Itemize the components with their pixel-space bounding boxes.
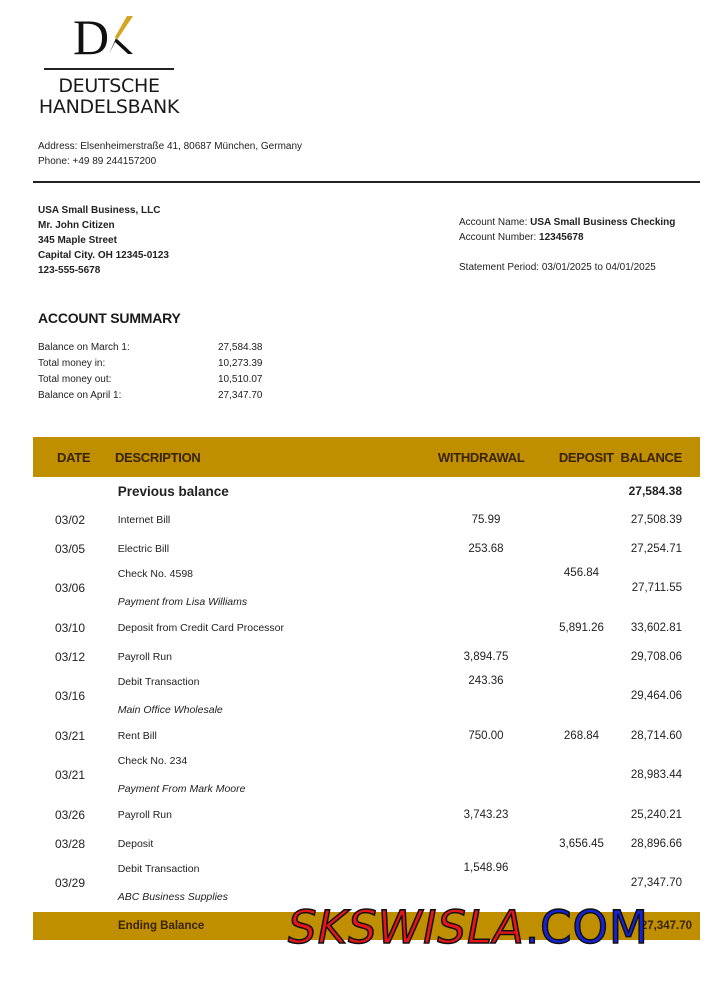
transactions-body: [33, 505, 700, 908]
summary-row: [38, 358, 278, 374]
customer-address-block: [38, 203, 169, 278]
account-summary-title: ACCOUNT SUMMARY: [38, 310, 181, 326]
transaction-description: Deposit from Credit Card Processor: [117, 621, 285, 634]
bank-name-line2: HANDELSBANK: [38, 96, 180, 118]
account-info: [459, 215, 675, 275]
transaction-row: [33, 671, 700, 721]
transaction-row: [33, 534, 700, 563]
transaction-balance: 27,347.70: [630, 877, 682, 889]
account-name: [459, 215, 675, 230]
summary-value: 10,273.39: [218, 358, 263, 369]
transaction-date: 03/02: [55, 512, 86, 527]
summary-label: Balance on March 1:: [38, 342, 130, 353]
transaction-withdrawal: 3,743.23: [463, 808, 509, 821]
transaction-description-sub: Payment from Lisa Williams: [117, 596, 248, 608]
account-number-value: 12345678: [539, 232, 584, 243]
transaction-deposit: 3,656.45: [559, 837, 604, 850]
summary-label: Balance on April 1:: [38, 390, 122, 401]
transaction-description: Deposit: [117, 837, 154, 850]
transaction-balance: 27,508.39: [630, 513, 682, 526]
svg-text:D: D: [73, 10, 110, 60]
transaction-row: [33, 829, 700, 858]
transaction-deposit: 268.84: [563, 729, 600, 742]
account-name-value: USA Small Business Checking: [530, 217, 676, 228]
transaction-date: 03/21: [55, 728, 86, 743]
transaction-description-main: Check No. 4598: [117, 568, 193, 580]
transaction-description-main: Debit Transaction: [117, 676, 200, 688]
summary-value: 27,347.70: [218, 390, 263, 401]
account-number-label: Account Number:: [459, 232, 540, 243]
previous-balance-label: Previous balance: [117, 483, 229, 499]
bank-phone: Phone: +49 89 244157200: [38, 156, 157, 167]
transaction-date: 03/28: [55, 836, 86, 851]
transaction-description: [115, 863, 397, 903]
bank-name: [38, 75, 180, 118]
bank-address: Address: Elsenheimerstraße 41, 80687 München, Germany: [38, 141, 303, 152]
transaction-description-sub: ABC Business Supplies: [117, 891, 229, 903]
summary-value: 10,510.07: [218, 374, 263, 385]
transaction-row: [33, 750, 700, 800]
transaction-description-main: Check No. 234: [117, 755, 188, 767]
transaction-withdrawal: 75.99: [471, 513, 501, 526]
bank-contact: [38, 139, 302, 169]
transaction-balance: 28,983.44: [630, 769, 682, 781]
ending-balance-value: 27,347.70: [640, 920, 692, 932]
transaction-date: 03/29: [55, 876, 86, 890]
transaction-date: 03/10: [55, 620, 86, 635]
dk-monogram-icon: [44, 10, 174, 60]
header-deposit: DEPOSIT: [558, 449, 614, 465]
logo-divider: [44, 68, 174, 70]
customer-street: 345 Maple Street: [38, 235, 117, 246]
transaction-date: 03/26: [55, 807, 86, 822]
summary-value: 27,584.38: [218, 342, 263, 353]
summary-row: [38, 390, 278, 406]
summary-label: Total money out:: [38, 374, 112, 385]
customer-contact: Mr. John Citizen: [38, 220, 115, 231]
transaction-withdrawal: 750.00: [468, 729, 504, 742]
transaction-row: [33, 563, 700, 613]
transaction-description: Rent Bill: [117, 729, 157, 742]
bank-logo: [38, 10, 180, 118]
transaction-balance: 27,711.55: [631, 582, 682, 594]
transaction-description: Internet Bill: [117, 513, 171, 526]
transaction-description: [115, 568, 397, 608]
previous-balance-row: [33, 477, 700, 505]
watermark-text-blue: .COM: [524, 900, 649, 954]
transaction-row: [33, 613, 700, 642]
header-date: DATE: [57, 449, 91, 465]
customer-company: USA Small Business, LLC: [38, 205, 161, 216]
header-divider: [33, 181, 700, 183]
ending-balance-label: Ending Balance: [118, 920, 205, 932]
bank-name-line1: DEUTSCHE: [58, 75, 160, 97]
transaction-balance: 28,714.60: [630, 729, 682, 742]
summary-row: [38, 342, 278, 358]
transaction-description: [115, 676, 397, 716]
header-description: DESCRIPTION: [114, 449, 201, 465]
watermark-text-red: SKSWISLA: [288, 900, 525, 954]
transaction-date: 03/06: [55, 581, 86, 595]
transaction-withdrawal: 243.36: [468, 675, 504, 687]
transaction-deposit: 456.84: [563, 567, 600, 579]
transaction-description: [115, 755, 397, 795]
summary-row: [38, 374, 278, 390]
transaction-description: Electric Bill: [117, 542, 170, 555]
transaction-balance: 28,896.66: [630, 837, 682, 850]
account-number: [459, 230, 675, 245]
transaction-balance: 25,240.21: [630, 808, 682, 821]
watermark: [288, 898, 649, 956]
summary-label: Total money in:: [38, 358, 106, 369]
transaction-row: [33, 800, 700, 829]
customer-phone: 123-555-5678: [38, 265, 101, 276]
transaction-date: 03/21: [55, 768, 86, 782]
transaction-withdrawal: 3,894.75: [463, 650, 509, 663]
transaction-description-main: Debit Transaction: [117, 863, 200, 875]
statement-period: Statement Period: 03/01/2025 to 04/01/2025: [459, 262, 656, 273]
transaction-deposit: 5,891.26: [559, 621, 604, 634]
account-summary: [38, 342, 278, 406]
account-name-label: Account Name:: [459, 217, 531, 228]
transaction-balance: 29,708.06: [630, 650, 682, 663]
transaction-date: 03/05: [55, 541, 86, 556]
transaction-balance: 27,254.71: [630, 542, 682, 555]
transaction-date: 03/12: [55, 649, 86, 664]
transaction-row: [33, 505, 700, 534]
transaction-description-sub: Payment From Mark Moore: [117, 783, 246, 795]
transaction-withdrawal: 253.68: [468, 542, 504, 555]
transaction-description-sub: Main Office Wholesale: [117, 704, 223, 716]
transaction-withdrawal: 1,548.96: [463, 862, 509, 874]
header-balance: BALANCE: [620, 449, 682, 465]
transaction-row: [33, 721, 700, 750]
transaction-balance: 33,602.81: [630, 621, 682, 634]
transaction-row: [33, 642, 700, 671]
customer-city: Capital City. OH 12345-0123: [38, 250, 169, 261]
transaction-description: Payroll Run: [117, 650, 172, 663]
transaction-balance: 29,464.06: [630, 690, 682, 702]
previous-balance-value: 27,584.38: [628, 484, 682, 498]
transaction-date: 03/16: [55, 689, 86, 703]
transaction-description: Payroll Run: [117, 808, 172, 821]
header-withdrawal: WITHDRAWAL: [437, 449, 525, 465]
transactions-header: [33, 437, 700, 477]
transactions-table: [33, 437, 700, 908]
